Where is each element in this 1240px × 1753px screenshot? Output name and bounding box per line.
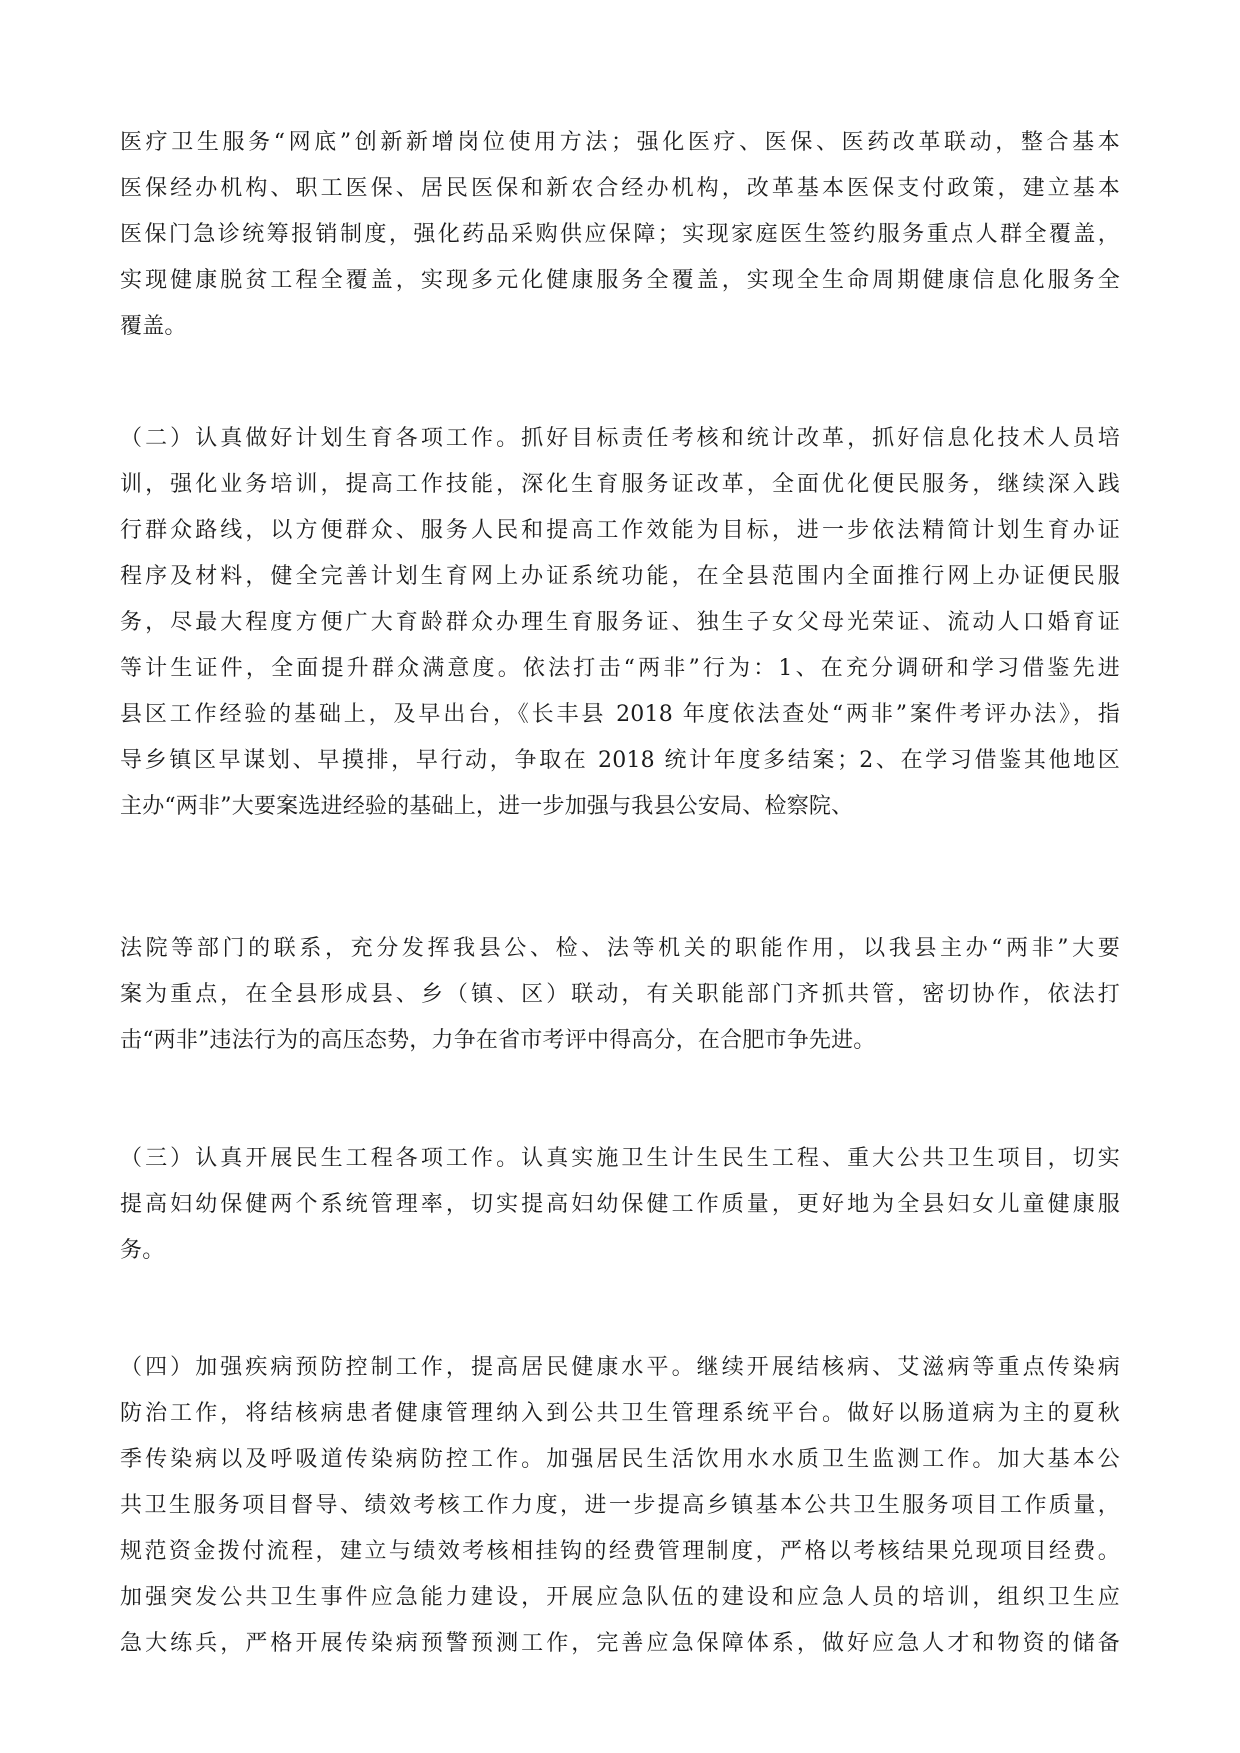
paragraph-5 xyxy=(120,1345,1120,1667)
text-line: 务，尽最大程度方便广大育龄群众办理生育服务证、独生子女父母光荣证、流动人口婚育证 xyxy=(120,610,1120,635)
paragraph-2 xyxy=(120,416,1120,830)
text-line: （二）认真做好计划生育各项工作。抓好目标责任考核和统计改革，抓好信息化技术人员培 xyxy=(120,426,1120,451)
text-line: （三）认真开展民生工程各项工作。认真实施卫生计生民生工程、重大公共卫生项目，切实 xyxy=(120,1146,1120,1171)
text-line: 共卫生服务项目督导、绩效考核工作力度，进一步提高乡镇基本公共卫生服务项目工作质量， xyxy=(120,1493,1120,1518)
text-line: 务。 xyxy=(120,1238,165,1263)
text-line: 案为重点，在全县形成县、乡（镇、区）联动，有关职能部门齐抓共管，密切协作，依法打 xyxy=(120,982,1120,1007)
text-line: 实现健康脱贫工程全覆盖，实现多元化健康服务全覆盖，实现全生命周期健康信息化服务全 xyxy=(120,268,1120,293)
text-line: 覆盖。 xyxy=(120,314,187,339)
text-line: 急大练兵，严格开展传染病预警预测工作，完善应急保障体系，做好应急人才和物资的储备 xyxy=(120,1631,1120,1656)
text-line: 季传染病以及呼吸道传染病防控工作。加强居民生活饮用水水质卫生监测工作。加大基本公 xyxy=(120,1447,1120,1472)
paragraph-4 xyxy=(120,1136,1120,1274)
text-line: 提高妇幼保健两个系统管理率，切实提高妇幼保健工作质量，更好地为全县妇女儿童健康服 xyxy=(120,1192,1120,1217)
text-line: 医保门急诊统筹报销制度，强化药品采购供应保障；实现家庭医生签约服务重点人群全覆盖， xyxy=(120,222,1120,247)
text-line: 等计生证件，全面提升群众满意度。依法打击“两非”行为：1、在充分调研和学习借鉴先进 xyxy=(120,656,1120,681)
text-line: 行群众路线，以方便群众、服务人民和提高工作效能为目标，进一步依法精简计划生育办证 xyxy=(120,518,1120,543)
text-line: 法院等部门的联系，充分发挥我县公、检、法等机关的职能作用，以我县主办“两非”大要 xyxy=(120,936,1120,961)
text-line: 主办“两非”大要案选进经验的基础上，进一步加强与我县公安局、检察院、 xyxy=(120,794,854,819)
text-line: 导乡镇区早谋划、早摸排，早行动，争取在 2018 统计年度多结案；2、在学习借鉴其他地区 xyxy=(120,748,1120,773)
text-line: 医保经办机构、职工医保、居民医保和新农合经办机构，改革基本医保支付政策，建立基本 xyxy=(120,176,1120,201)
paragraph-3 xyxy=(120,926,1120,1064)
text-line: 医疗卫生服务“网底”创新新增岗位使用方法；强化医疗、医保、医药改革联动，整合基本 xyxy=(120,130,1120,155)
text-line: 程序及材料，健全完善计划生育网上办证系统功能，在全县范围内全面推行网上办证便民服 xyxy=(120,564,1120,589)
text-line: 规范资金拨付流程，建立与绩效考核相挂钩的经费管理制度，严格以考核结果兑现项目经费。 xyxy=(120,1539,1120,1564)
paragraph-1 xyxy=(120,120,1120,350)
text-line: 加强突发公共卫生事件应急能力建设，开展应急队伍的建设和应急人员的培训，组织卫生应 xyxy=(120,1585,1120,1610)
text-line: 县区工作经验的基础上，及早出台，《长丰县 2018 年度依法查处“两非”案件考评办法》，指 xyxy=(120,702,1120,727)
text-line: 防治工作，将结核病患者健康管理纳入到公共卫生管理系统平台。做好以肠道病为主的夏秋 xyxy=(120,1401,1120,1426)
text-line: 训，强化业务培训，提高工作技能，深化生育服务证改革，全面优化便民服务，继续深入践 xyxy=(120,472,1120,497)
text-line: 击“两非”违法行为的高压态势，力争在省市考评中得高分，在合肥市争先进。 xyxy=(120,1028,876,1053)
text-line: （四）加强疾病预防控制工作，提高居民健康水平。继续开展结核病、艾滋病等重点传染病 xyxy=(120,1355,1120,1380)
